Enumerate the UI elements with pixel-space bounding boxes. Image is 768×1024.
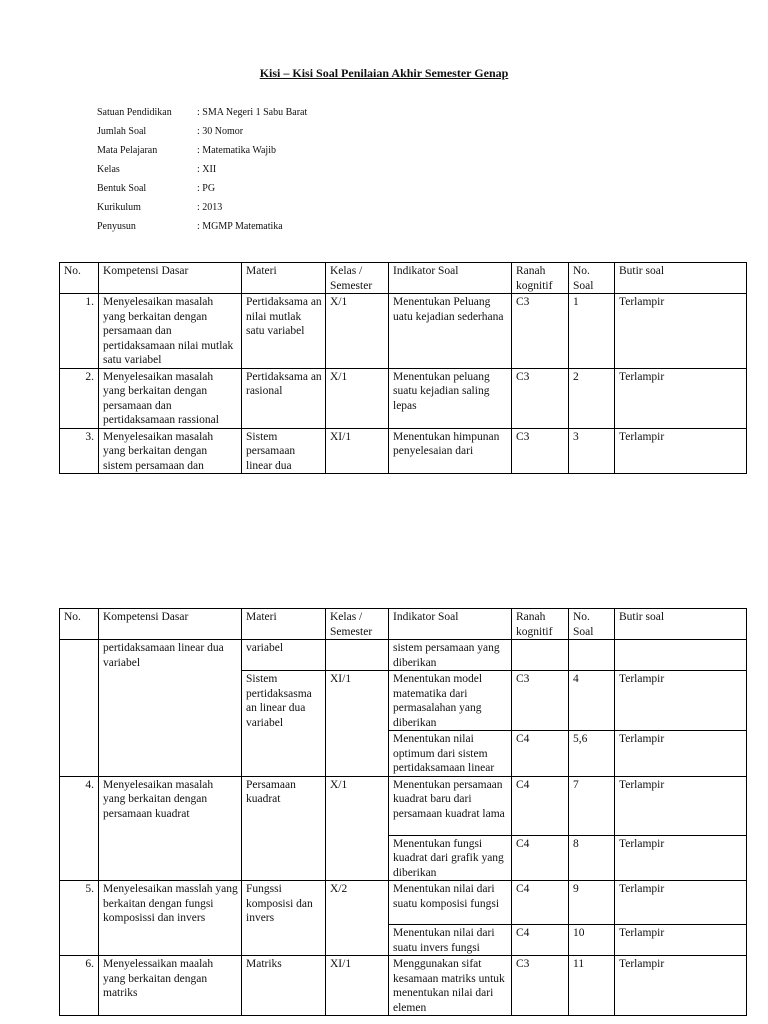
kelas-cell: XI/1 — [326, 428, 389, 474]
no-soal-cell: 4 — [569, 671, 615, 731]
meta-value: : MGMP Matematika — [197, 221, 283, 232]
header-cell: Materi — [242, 609, 326, 640]
table-row — [60, 640, 747, 671]
indikator-cell: Menentukan nilai dari suatu invers fungsi — [389, 925, 512, 956]
ranah-cell: C3 — [512, 428, 569, 474]
meta-label: Kurikulum — [97, 202, 141, 213]
header-cell: Indikator Soal — [389, 263, 512, 294]
header-cell: No. — [60, 263, 99, 294]
row-number: 2. — [60, 368, 99, 428]
meta-label: Satuan Pendidikan — [97, 107, 172, 118]
kompetensi-dasar-cell: Menyelesaikan masalah yang berkaitan dengan sistem persamaan dan — [99, 428, 242, 474]
table-row — [60, 956, 747, 1016]
meta-label: Bentuk Soal — [97, 183, 147, 194]
butir-cell: Terlampir — [615, 776, 747, 835]
meta-value: : PG — [197, 183, 216, 194]
meta-row — [97, 105, 307, 124]
table-row — [60, 776, 747, 835]
header-cell: Kelas / Semester — [326, 609, 389, 640]
meta-label: Kelas — [97, 164, 120, 175]
butir-cell: Terlampir — [615, 731, 747, 777]
materi-cell: Persamaan kuadrat — [242, 776, 326, 881]
row-number: 5. — [60, 881, 99, 956]
table-header-row — [60, 263, 747, 294]
kelas-cell: XI/1 — [326, 956, 389, 1016]
kelas-cell: X/1 — [326, 294, 389, 369]
ranah-cell: C4 — [512, 835, 569, 881]
no-soal-cell: 1 — [569, 294, 615, 369]
kompetensi-dasar-cell: Menyelessaikan maalah yang berkaitan dengan matriks — [99, 956, 242, 1016]
meta-row — [97, 124, 307, 143]
kelas-cell: XI/1 — [326, 671, 389, 777]
ranah-cell: C4 — [512, 776, 569, 835]
butir-cell: Terlampir — [615, 956, 747, 1016]
no-soal-cell: 11 — [569, 956, 615, 1016]
meta-row — [97, 219, 307, 238]
meta-row — [97, 162, 307, 181]
materi-cell: Fungssi komposisi dan invers — [242, 881, 326, 956]
materi-cell: variabel — [242, 640, 326, 671]
header-cell: Materi — [242, 263, 326, 294]
meta-value: : Matematika Wajib — [197, 145, 276, 156]
butir-cell: Terlampir — [615, 294, 747, 369]
meta-row — [97, 143, 307, 162]
header-cell: No. Soal — [569, 263, 615, 294]
meta-value: : SMA Negeri 1 Sabu Barat — [197, 107, 308, 118]
butir-cell: Terlampir — [615, 671, 747, 731]
kompetensi-dasar-cell: Menyelesaikan masalah yang berkaitan dengan persamaan kuadrat — [99, 776, 242, 881]
butir-cell: Terlampir — [615, 368, 747, 428]
indikator-cell: Menentukan nilai optimum dari sistem pertidaksamaan linear — [389, 731, 512, 777]
kelas-cell: X/1 — [326, 368, 389, 428]
meta-row — [97, 181, 307, 200]
document-title: Kisi – Kisi Soal Penilaian Akhir Semester Genap — [259, 66, 509, 80]
row-number: 4. — [60, 776, 99, 881]
ranah-cell: C4 — [512, 731, 569, 777]
header-cell: Indikator Soal — [389, 609, 512, 640]
no-soal-cell: 7 — [569, 776, 615, 835]
meta-value: : XII — [197, 164, 217, 175]
no-soal-cell — [569, 640, 615, 671]
ranah-cell: C4 — [512, 881, 569, 925]
indikator-cell: Menentukan nilai dari suatu komposisi fungsi — [389, 881, 512, 925]
ranah-cell: C4 — [512, 925, 569, 956]
table-row — [60, 368, 747, 428]
indikator-cell: Menentukan Peluang uatu kejadian sederhana — [389, 294, 512, 369]
row-number: 3. — [60, 428, 99, 474]
meta-label: Jumlah Soal — [97, 126, 147, 137]
no-soal-cell: 2 — [569, 368, 615, 428]
kisi-table-page-2 — [59, 608, 747, 1016]
meta-value: : 2013 — [197, 202, 223, 213]
indikator-cell: sistem persamaan yang diberikan — [389, 640, 512, 671]
no-soal-cell: 10 — [569, 925, 615, 956]
table-row — [60, 294, 747, 369]
materi-cell: Sistem pertidaksasma an linear dua variabel — [242, 671, 326, 777]
header-cell: Kompetensi Dasar — [99, 609, 242, 640]
header-cell: Butir soal — [615, 609, 747, 640]
butir-cell: Terlampir — [615, 428, 747, 474]
header-cell: Ranah kognitif — [512, 609, 569, 640]
butir-cell: Terlampir — [615, 925, 747, 956]
materi-cell: Pertidaksama an rasional — [242, 368, 326, 428]
header-cell: Kelas / Semester — [326, 263, 389, 294]
meta-value: : 30 Nomor — [197, 126, 244, 137]
materi-cell: Matriks — [242, 956, 326, 1016]
kompetensi-dasar-cell: Menyelesaikan masalah yang berkaitan dengan persamaan dan pertidaksamaan rassional — [99, 368, 242, 428]
no-soal-cell: 8 — [569, 835, 615, 881]
header-cell: No. Soal — [569, 609, 615, 640]
butir-cell — [615, 640, 747, 671]
row-number — [60, 640, 99, 777]
header-cell: No. — [60, 609, 99, 640]
row-number: 1. — [60, 294, 99, 369]
ranah-cell: C3 — [512, 368, 569, 428]
ranah-cell: C3 — [512, 671, 569, 731]
table-row — [60, 881, 747, 925]
no-soal-cell: 5,6 — [569, 731, 615, 777]
kompetensi-dasar-cell: Menyelesaikan masalah yang berkaitan dengan persamaan dan pertidaksamaan nilai mutlak satu variabel — [99, 294, 242, 369]
no-soal-cell: 3 — [569, 428, 615, 474]
header-cell: Ranah kognitif — [512, 263, 569, 294]
ranah-cell: C3 — [512, 956, 569, 1016]
indikator-cell: Menentukan fungsi kuadrat dari grafik yang diberikan — [389, 835, 512, 881]
materi-cell: Pertidaksama an nilai mutlak satu variabel — [242, 294, 326, 369]
ranah-cell: C3 — [512, 294, 569, 369]
indikator-cell: Menentukan peluang suatu kejadian saling lepas — [389, 368, 512, 428]
header-cell: Butir soal — [615, 263, 747, 294]
no-soal-cell: 9 — [569, 881, 615, 925]
meta-label: Penyusun — [97, 221, 136, 232]
indikator-cell: Menentukan himpunan penyelesaian dari — [389, 428, 512, 474]
kelas-cell — [326, 640, 389, 671]
butir-cell: Terlampir — [615, 835, 747, 881]
row-number: 6. — [60, 956, 99, 1016]
table-row — [60, 428, 747, 474]
indikator-cell: Menentukan persamaan kuadrat baru dari persamaan kuadrat lama — [389, 776, 512, 835]
kelas-cell: X/1 — [326, 776, 389, 881]
indikator-cell: Menentukan model matematika dari permasalahan yang diberikan — [389, 671, 512, 731]
header-cell: Kompetensi Dasar — [99, 263, 242, 294]
kompetensi-dasar-cell: Menyelesaikan masslah yang berkaitan dengan fungsi komposissi dan invers — [99, 881, 242, 956]
materi-cell: Sistem persamaan linear dua — [242, 428, 326, 474]
meta-row — [97, 200, 307, 219]
indikator-cell: Menggunakan sifat kesamaan matriks untuk menentukan nilai dari elemen — [389, 956, 512, 1016]
meta-label: Mata Pelajaran — [97, 145, 158, 156]
butir-cell: Terlampir — [615, 881, 747, 925]
document-meta — [97, 105, 307, 238]
table-header-row — [60, 609, 747, 640]
ranah-cell — [512, 640, 569, 671]
kompetensi-dasar-cell: pertidaksamaan linear dua variabel — [99, 640, 242, 777]
kelas-cell: X/2 — [326, 881, 389, 956]
kisi-table-page-1 — [59, 262, 747, 474]
